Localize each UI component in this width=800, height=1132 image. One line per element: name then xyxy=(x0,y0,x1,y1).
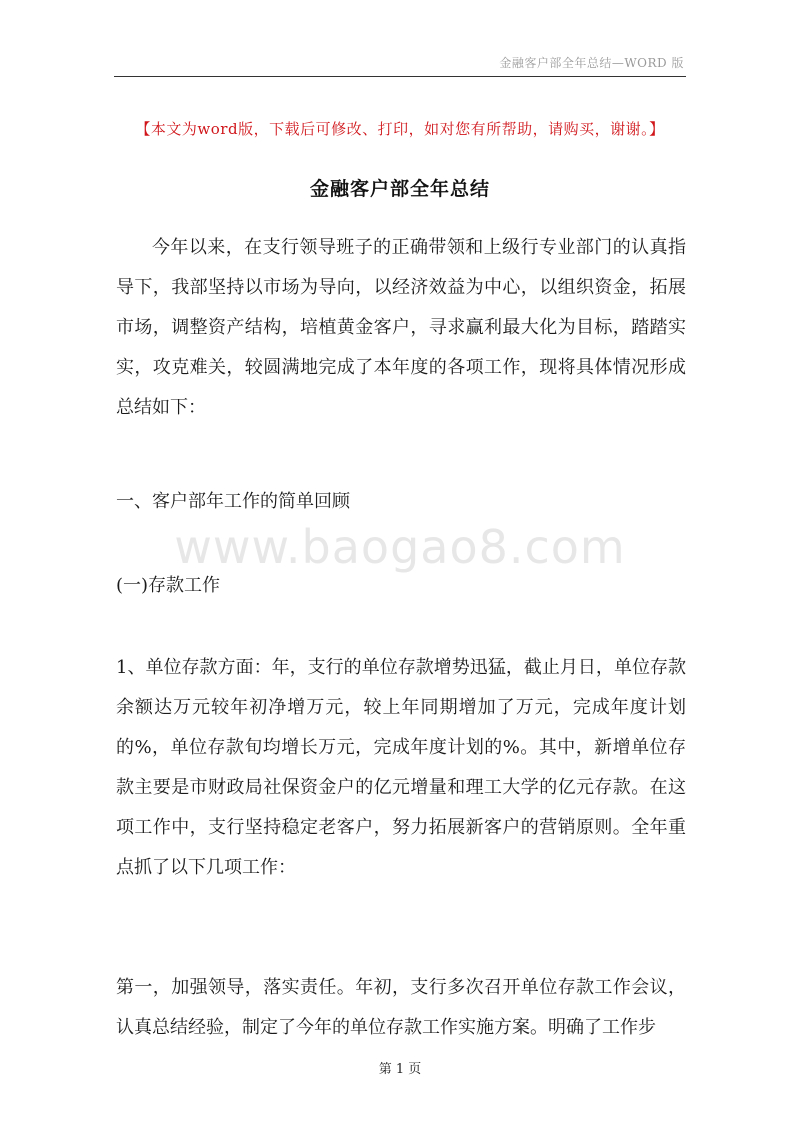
body-paragraph-leadership: 第一，加强领导，落实责任。年初，支行多次召开单位存款工作会议，认真总结经验，制定了今年的单位存款工作实施方案。明确了工作步 xyxy=(116,977,686,1038)
intro-paragraph: 今年以来，在支行领导班子的正确带领和上级行专业部门的认真指导下，我部坚持以市场为导向，以经济效益为中心，以组织资金，拓展市场，调整资产结构，培植黄金客户，寻求赢利最大化为目标，踏踏实实，攻克难关，较圆满地完成了本年度的各项工作，现将具体情况形成总结如下： xyxy=(116,237,686,418)
header-divider xyxy=(114,76,686,77)
body-paragraph-deposits: 1、单位存款方面：年，支行的单位存款增势迅猛，截止月日，单位存款余额达万元较年初净增万元，较上年同期增加了万元，完成年度计划的%，单位存款旬均增长万元，完成年度计划的%。其中，新增单位存款主要是市财政局社保资金户的亿元增量和理工大学的亿元存款。在这项工作中，支行坚持稳定老客户，努力拓展新客户的营销原则。全年重点抓了以下几项工作： xyxy=(116,657,686,878)
running-header: 金融客户部全年总结—WORD 版 xyxy=(499,56,684,70)
subsection-heading: (一)存款工作 xyxy=(116,575,221,596)
purchase-notice: 【本文为word版，下载后可修改、打印，如对您有所帮助，请购买，谢谢。】 xyxy=(135,120,665,138)
page-number: 第 1 页 xyxy=(378,1062,422,1077)
document-title: 金融客户部全年总结 xyxy=(309,178,490,200)
section-heading: 一、客户部年工作的简单回顾 xyxy=(116,491,350,512)
watermark: www.baogao8.com xyxy=(174,520,626,574)
